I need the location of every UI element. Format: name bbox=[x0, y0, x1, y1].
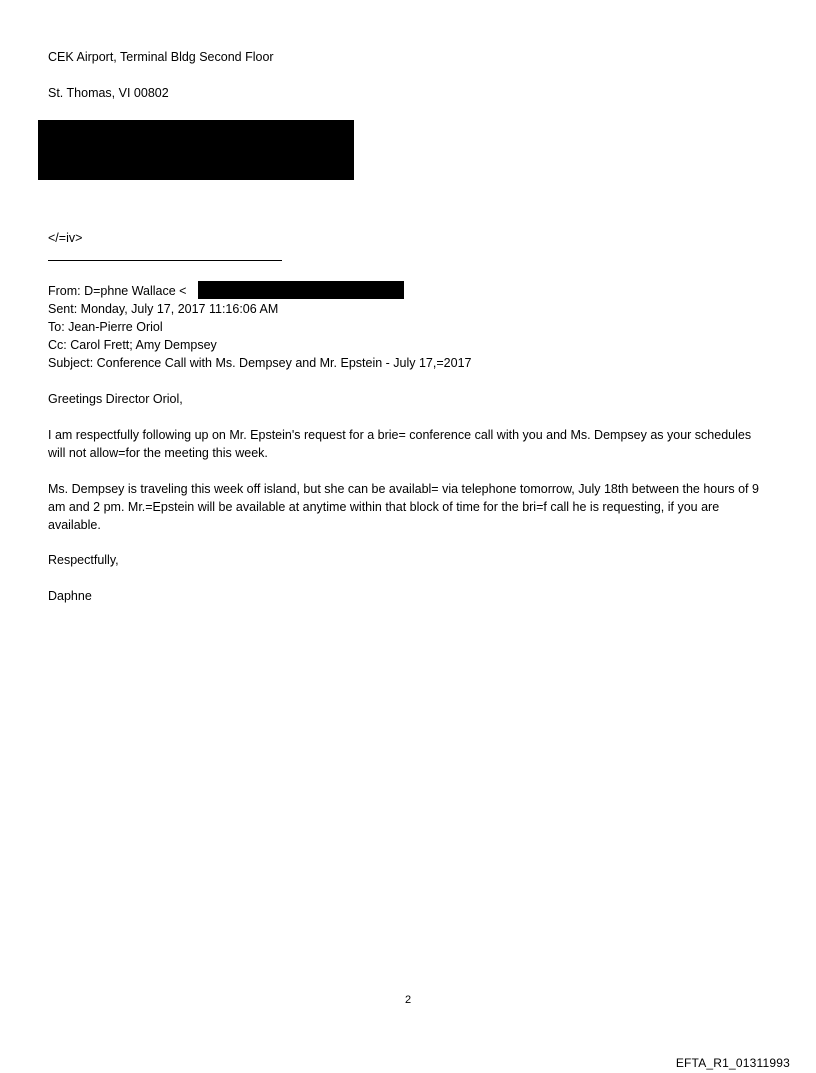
address-line-1: CEK Airport, Terminal Bldg Second Floor bbox=[48, 50, 274, 64]
bates-number: EFTA_R1_01311993 bbox=[675, 1056, 790, 1070]
redaction-email-address bbox=[198, 281, 404, 299]
email-sent: Sent: Monday, July 17, 2017 11:16:06 AM bbox=[48, 302, 279, 316]
page-number: 2 bbox=[404, 994, 412, 1006]
body-paragraph-2: Ms. Dempsey is traveling this week off island, but she can be availabl= via telephone tomorrow, July 18th between the hours of 9 am and 2 pm. Mr.=Epstein will be available at anytime within that block of time for the bri=f call he is requesting, if you are available. bbox=[48, 482, 759, 532]
greeting: Greetings Director Oriol, bbox=[48, 392, 183, 406]
address-line-2: St. Thomas, VI 00802 bbox=[48, 86, 169, 100]
email-from: From: D=phne Wallace < bbox=[48, 284, 187, 298]
signature: Daphne bbox=[48, 589, 92, 603]
separator-rule bbox=[48, 260, 282, 261]
body-paragraph-1: I am respectfully following up on Mr. Epstein's request for a brie= conference call with you and Ms. Dempsey as your schedules will not allow=for the meeting this week. bbox=[48, 428, 752, 460]
closing: Respectfully, bbox=[48, 553, 119, 567]
email-cc: Cc: Carol Frett; Amy Dempsey bbox=[48, 338, 217, 352]
html-fragment: </=iv> bbox=[48, 231, 83, 245]
redaction-block bbox=[38, 120, 354, 180]
email-subject: Subject: Conference Call with Ms. Dempsey and Mr. Epstein - July 17,=2017 bbox=[48, 356, 472, 370]
email-to: To: Jean-Pierre Oriol bbox=[48, 320, 163, 334]
